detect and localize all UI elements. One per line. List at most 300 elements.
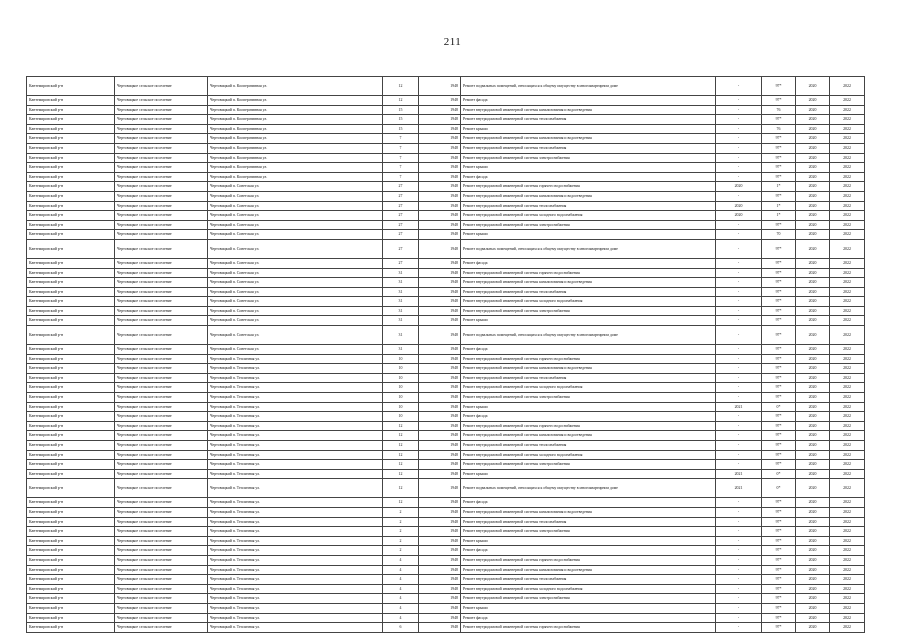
table-row — [27, 565, 865, 575]
district-cell: Кантемировский р-н — [27, 517, 115, 527]
plan-start-year-cell: 2020 — [796, 124, 830, 134]
settlement-cell: Чертовицкое сельское поселение — [115, 393, 208, 403]
district-cell: Кантемировский р-н — [27, 594, 115, 604]
work-type-cell: Ремонт внутридомовой инженерной системы канализования и водоотведения — [461, 191, 716, 201]
district-cell: Кантемировский р-н — [27, 268, 115, 278]
wear-percent-cell: 97* — [762, 316, 796, 326]
plan-end-year-cell: 2022 — [830, 297, 865, 307]
plan-start-year-cell: 2020 — [796, 345, 830, 355]
table-row — [27, 584, 865, 594]
last-repair-year-cell: - — [716, 124, 762, 134]
address-cell: Чертовицкий п. Тепличная ул. — [208, 507, 383, 517]
district-cell: Кантемировский р-н — [27, 383, 115, 393]
house-number-cell: 12 — [383, 479, 419, 498]
work-type-cell: Ремонт внутридомовой инженерной системы горячего водоснабжения — [461, 182, 716, 192]
wear-percent-cell: 0* — [762, 479, 796, 498]
settlement-cell: Чертовицкое сельское поселение — [115, 143, 208, 153]
plan-start-year-cell: 2020 — [796, 201, 830, 211]
work-type-cell: Ремонт внутридомовой инженерной системы горячего водоснабжения — [461, 354, 716, 364]
plan-start-year-cell: 2020 — [796, 105, 830, 115]
wear-percent-cell: 97* — [762, 297, 796, 307]
wear-percent-cell: 97* — [762, 143, 796, 153]
last-repair-year-cell: - — [716, 230, 762, 240]
year-built-cell: 1948 — [419, 498, 461, 508]
house-number-cell: 27 — [383, 201, 419, 211]
work-type-cell: Ремонт внутридомовой инженерной системы теплоснабжения — [461, 441, 716, 451]
wear-percent-cell: 97* — [762, 96, 796, 106]
year-built-cell: 1948 — [419, 441, 461, 451]
house-number-cell: 10 — [383, 364, 419, 374]
year-built-cell: 1948 — [419, 105, 461, 115]
wear-percent-cell: 0* — [762, 402, 796, 412]
year-built-cell: 1948 — [419, 268, 461, 278]
plan-end-year-cell: 2022 — [830, 536, 865, 546]
wear-percent-cell: 97* — [762, 431, 796, 441]
last-repair-year-cell: 2021 — [716, 402, 762, 412]
work-type-cell: Ремонт фасада — [461, 172, 716, 182]
table-row — [27, 364, 865, 374]
last-repair-year-cell: - — [716, 354, 762, 364]
table-row — [27, 316, 865, 326]
address-cell: Чертовицкий п. Тепличная ул. — [208, 565, 383, 575]
year-built-cell: 1948 — [419, 77, 461, 96]
year-built-cell: 1948 — [419, 623, 461, 633]
settlement-cell: Чертовицкое сельское поселение — [115, 287, 208, 297]
table-row — [27, 517, 865, 527]
plan-end-year-cell: 2022 — [830, 555, 865, 565]
last-repair-year-cell: - — [716, 306, 762, 316]
settlement-cell: Чертовицкое сельское поселение — [115, 412, 208, 422]
wear-percent-cell: 97* — [762, 172, 796, 182]
wear-percent-cell: 97* — [762, 287, 796, 297]
last-repair-year-cell: - — [716, 96, 762, 106]
plan-start-year-cell: 2020 — [796, 326, 830, 345]
house-number-cell: 27 — [383, 220, 419, 230]
table-row — [27, 258, 865, 268]
table-row — [27, 603, 865, 613]
plan-end-year-cell: 2022 — [830, 613, 865, 623]
district-cell: Кантемировский р-н — [27, 479, 115, 498]
wear-percent-cell: 97* — [762, 584, 796, 594]
table-row — [27, 393, 865, 403]
district-cell: Кантемировский р-н — [27, 565, 115, 575]
house-number-cell: 27 — [383, 230, 419, 240]
year-built-cell: 1948 — [419, 124, 461, 134]
work-type-cell: Ремонт внутридомовой инженерной системы холодного водоснабжения — [461, 450, 716, 460]
settlement-cell: Чертовицкое сельское поселение — [115, 316, 208, 326]
table-row — [27, 469, 865, 479]
district-cell: Кантемировский р-н — [27, 105, 115, 115]
district-cell: Кантемировский р-н — [27, 163, 115, 173]
table-row — [27, 201, 865, 211]
settlement-cell: Чертовицкое сельское поселение — [115, 220, 208, 230]
year-built-cell: 1948 — [419, 354, 461, 364]
wear-percent-cell: 97* — [762, 191, 796, 201]
settlement-cell: Чертовицкое сельское поселение — [115, 297, 208, 307]
address-cell: Чертовицкий п. Кооперативная ул. — [208, 143, 383, 153]
house-number-cell: 27 — [383, 239, 419, 258]
address-cell: Чертовицкий п. Советская ул. — [208, 316, 383, 326]
plan-start-year-cell: 2020 — [796, 460, 830, 470]
table-row — [27, 278, 865, 288]
plan-start-year-cell: 2020 — [796, 613, 830, 623]
plan-end-year-cell: 2022 — [830, 527, 865, 537]
plan-start-year-cell: 2020 — [796, 555, 830, 565]
address-cell: Чертовицкий п. Тепличная ул. — [208, 402, 383, 412]
address-cell: Чертовицкий п. Кооперативная ул. — [208, 134, 383, 144]
house-number-cell: 10 — [383, 354, 419, 364]
year-built-cell: 1948 — [419, 575, 461, 585]
wear-percent-cell: 97* — [762, 623, 796, 633]
work-type-cell: Ремонт подвальных помещений, относящихся к общему имуществу в многоквартирном доме — [461, 479, 716, 498]
last-repair-year-cell: - — [716, 536, 762, 546]
address-cell: Чертовицкий п. Тепличная ул. — [208, 421, 383, 431]
house-number-cell: 4 — [383, 594, 419, 604]
plan-end-year-cell: 2022 — [830, 134, 865, 144]
table-row — [27, 268, 865, 278]
district-cell: Кантемировский р-н — [27, 220, 115, 230]
table-row — [27, 287, 865, 297]
district-cell: Кантемировский р-н — [27, 230, 115, 240]
plan-end-year-cell: 2022 — [830, 211, 865, 221]
plan-start-year-cell: 2020 — [796, 479, 830, 498]
plan-start-year-cell: 2020 — [796, 517, 830, 527]
address-cell: Чертовицкий п. Советская ул. — [208, 278, 383, 288]
work-type-cell: Ремонт внутридомовой инженерной системы канализования и водоотведения — [461, 507, 716, 517]
plan-end-year-cell: 2022 — [830, 96, 865, 106]
settlement-cell: Чертовицкое сельское поселение — [115, 115, 208, 125]
address-cell: Чертовицкий п. Кооперативная ул. — [208, 77, 383, 96]
plan-start-year-cell: 2020 — [796, 316, 830, 326]
address-cell: Чертовицкий п. Тепличная ул. — [208, 469, 383, 479]
plan-start-year-cell: 2020 — [796, 575, 830, 585]
settlement-cell: Чертовицкое сельское поселение — [115, 623, 208, 633]
year-built-cell: 1948 — [419, 393, 461, 403]
last-repair-year-cell: - — [716, 460, 762, 470]
work-type-cell: Ремонт подвальных помещений, относящихся к общему имуществу в многоквартирном доме — [461, 326, 716, 345]
plan-end-year-cell: 2022 — [830, 143, 865, 153]
table-row — [27, 96, 865, 106]
table-row — [27, 594, 865, 604]
address-cell: Чертовицкий п. Кооперативная ул. — [208, 96, 383, 106]
address-cell: Чертовицкий п. Советская ул. — [208, 201, 383, 211]
year-built-cell: 1948 — [419, 134, 461, 144]
plan-start-year-cell: 2020 — [796, 191, 830, 201]
plan-end-year-cell: 2022 — [830, 623, 865, 633]
district-cell: Кантемировский р-н — [27, 211, 115, 221]
plan-end-year-cell: 2022 — [830, 594, 865, 604]
year-built-cell: 1948 — [419, 163, 461, 173]
year-built-cell: 1948 — [419, 115, 461, 125]
wear-percent-cell: 97* — [762, 364, 796, 374]
settlement-cell: Чертовицкое сельское поселение — [115, 373, 208, 383]
last-repair-year-cell: - — [716, 364, 762, 374]
work-type-cell: Ремонт внутридомовой инженерной системы холодного водоснабжения — [461, 211, 716, 221]
plan-end-year-cell: 2022 — [830, 421, 865, 431]
house-number-cell: 12 — [383, 450, 419, 460]
address-cell: Чертовицкий п. Тепличная ул. — [208, 383, 383, 393]
plan-start-year-cell: 2020 — [796, 507, 830, 517]
plan-end-year-cell: 2022 — [830, 431, 865, 441]
settlement-cell: Чертовицкое сельское поселение — [115, 211, 208, 221]
settlement-cell: Чертовицкое сельское поселение — [115, 383, 208, 393]
last-repair-year-cell: 2021 — [716, 469, 762, 479]
district-cell: Кантемировский р-н — [27, 431, 115, 441]
last-repair-year-cell: - — [716, 373, 762, 383]
work-type-cell: Ремонт фасада — [461, 96, 716, 106]
plan-start-year-cell: 2020 — [796, 258, 830, 268]
settlement-cell: Чертовицкое сельское поселение — [115, 460, 208, 470]
work-type-cell: Ремонт внутридомовой инженерной системы электроснабжения — [461, 460, 716, 470]
plan-end-year-cell: 2022 — [830, 105, 865, 115]
plan-start-year-cell: 2020 — [796, 450, 830, 460]
last-repair-year-cell: 2021 — [716, 479, 762, 498]
year-built-cell: 1948 — [419, 431, 461, 441]
address-cell: Чертовицкий п. Тепличная ул. — [208, 575, 383, 585]
year-built-cell: 1948 — [419, 383, 461, 393]
year-built-cell: 1948 — [419, 527, 461, 537]
wear-percent-cell: 1* — [762, 201, 796, 211]
district-cell: Кантемировский р-н — [27, 623, 115, 633]
year-built-cell: 1948 — [419, 278, 461, 288]
address-cell: Чертовицкий п. Советская ул. — [208, 345, 383, 355]
last-repair-year-cell: - — [716, 268, 762, 278]
work-type-cell: Ремонт внутридомовой инженерной системы теплоснабжения — [461, 115, 716, 125]
plan-start-year-cell: 2020 — [796, 584, 830, 594]
year-built-cell: 1948 — [419, 96, 461, 106]
wear-percent-cell: 97* — [762, 555, 796, 565]
settlement-cell: Чертовицкое сельское поселение — [115, 258, 208, 268]
district-cell: Кантемировский р-н — [27, 96, 115, 106]
work-type-cell: Ремонт внутридомовой инженерной системы горячего водоснабжения — [461, 623, 716, 633]
work-type-cell: Ремонт подвальных помещений, относящихся к общему имуществу в многоквартирном доме — [461, 239, 716, 258]
plan-start-year-cell: 2020 — [796, 239, 830, 258]
address-cell: Чертовицкий п. Тепличная ул. — [208, 603, 383, 613]
plan-end-year-cell: 2022 — [830, 316, 865, 326]
last-repair-year-cell: - — [716, 546, 762, 556]
house-number-cell: 27 — [383, 182, 419, 192]
year-built-cell: 1948 — [419, 412, 461, 422]
plan-end-year-cell: 2022 — [830, 479, 865, 498]
plan-start-year-cell: 2020 — [796, 441, 830, 451]
plan-end-year-cell: 2022 — [830, 239, 865, 258]
house-number-cell: 7 — [383, 153, 419, 163]
house-number-cell: 4 — [383, 555, 419, 565]
year-built-cell: 1948 — [419, 613, 461, 623]
table-row — [27, 402, 865, 412]
wear-percent-cell: 1* — [762, 211, 796, 221]
settlement-cell: Чертовицкое сельское поселение — [115, 163, 208, 173]
plan-start-year-cell: 2020 — [796, 354, 830, 364]
year-built-cell: 1948 — [419, 421, 461, 431]
work-type-cell: Ремонт внутридомовой инженерной системы канализования и водоотведения — [461, 431, 716, 441]
wear-percent-cell: 97* — [762, 115, 796, 125]
plan-end-year-cell: 2022 — [830, 258, 865, 268]
district-cell: Кантемировский р-н — [27, 278, 115, 288]
address-cell: Чертовицкий п. Кооперативная ул. — [208, 124, 383, 134]
house-number-cell: 12 — [383, 498, 419, 508]
address-cell: Чертовицкий п. Тепличная ул. — [208, 546, 383, 556]
address-cell: Чертовицкий п. Кооперативная ул. — [208, 115, 383, 125]
year-built-cell: 1948 — [419, 555, 461, 565]
plan-start-year-cell: 2020 — [796, 402, 830, 412]
house-number-cell: 31 — [383, 278, 419, 288]
work-type-cell: Ремонт внутридомовой инженерной системы холодного водоснабжения — [461, 383, 716, 393]
year-built-cell: 1948 — [419, 546, 461, 556]
wear-percent-cell: 97* — [762, 306, 796, 316]
address-cell: Чертовицкий п. Советская ул. — [208, 230, 383, 240]
last-repair-year-cell: - — [716, 623, 762, 633]
table-row — [27, 383, 865, 393]
plan-start-year-cell: 2020 — [796, 287, 830, 297]
table-row — [27, 623, 865, 633]
last-repair-year-cell: - — [716, 613, 762, 623]
district-cell: Кантемировский р-н — [27, 153, 115, 163]
last-repair-year-cell: - — [716, 143, 762, 153]
settlement-cell: Чертовицкое сельское поселение — [115, 613, 208, 623]
house-number-cell: 12 — [383, 96, 419, 106]
table-row — [27, 354, 865, 364]
last-repair-year-cell: - — [716, 105, 762, 115]
address-cell: Чертовицкий п. Тепличная ул. — [208, 594, 383, 604]
address-cell: Чертовицкий п. Кооперативная ул. — [208, 163, 383, 173]
settlement-cell: Чертовицкое сельское поселение — [115, 507, 208, 517]
year-built-cell: 1948 — [419, 230, 461, 240]
last-repair-year-cell: - — [716, 383, 762, 393]
plan-start-year-cell: 2020 — [796, 278, 830, 288]
year-built-cell: 1948 — [419, 143, 461, 153]
wear-percent-cell: 97* — [762, 354, 796, 364]
settlement-cell: Чертовицкое сельское поселение — [115, 584, 208, 594]
work-type-cell: Ремонт внутридомовой инженерной системы электроснабжения — [461, 306, 716, 316]
address-cell: Чертовицкий п. Советская ул. — [208, 239, 383, 258]
house-number-cell: 31 — [383, 268, 419, 278]
table-row — [27, 124, 865, 134]
plan-end-year-cell: 2022 — [830, 153, 865, 163]
plan-start-year-cell: 2020 — [796, 565, 830, 575]
district-cell: Кантемировский р-н — [27, 239, 115, 258]
table-row — [27, 546, 865, 556]
last-repair-year-cell: - — [716, 134, 762, 144]
house-number-cell: 7 — [383, 134, 419, 144]
table-row — [27, 421, 865, 431]
settlement-cell: Чертовицкое сельское поселение — [115, 498, 208, 508]
address-cell: Чертовицкий п. Тепличная ул. — [208, 517, 383, 527]
year-built-cell: 1948 — [419, 201, 461, 211]
plan-start-year-cell: 2020 — [796, 134, 830, 144]
work-type-cell: Ремонт внутридомовой инженерной системы холодного водоснабжения — [461, 584, 716, 594]
plan-end-year-cell: 2022 — [830, 230, 865, 240]
table-row — [27, 441, 865, 451]
last-repair-year-cell: - — [716, 163, 762, 173]
last-repair-year-cell: - — [716, 594, 762, 604]
last-repair-year-cell: - — [716, 77, 762, 96]
address-cell: Чертовицкий п. Тепличная ул. — [208, 412, 383, 422]
district-cell: Кантемировский р-н — [27, 441, 115, 451]
address-cell: Чертовицкий п. Тепличная ул. — [208, 613, 383, 623]
settlement-cell: Чертовицкое сельское поселение — [115, 354, 208, 364]
last-repair-year-cell: - — [716, 345, 762, 355]
plan-end-year-cell: 2022 — [830, 507, 865, 517]
wear-percent-cell: 97* — [762, 575, 796, 585]
house-number-cell: 2 — [383, 546, 419, 556]
plan-start-year-cell: 2020 — [796, 364, 830, 374]
table-row — [27, 613, 865, 623]
district-cell: Кантемировский р-н — [27, 297, 115, 307]
last-repair-year-cell: - — [716, 287, 762, 297]
wear-percent-cell: 97* — [762, 412, 796, 422]
year-built-cell: 1948 — [419, 316, 461, 326]
house-number-cell: 12 — [383, 431, 419, 441]
year-built-cell: 1948 — [419, 306, 461, 316]
plan-end-year-cell: 2022 — [830, 124, 865, 134]
plan-start-year-cell: 2020 — [796, 220, 830, 230]
table-row — [27, 460, 865, 470]
district-cell: Кантемировский р-н — [27, 498, 115, 508]
table-row — [27, 450, 865, 460]
district-cell: Кантемировский р-н — [27, 460, 115, 470]
wear-percent-cell: 97* — [762, 613, 796, 623]
house-number-cell: 4 — [383, 575, 419, 585]
plan-end-year-cell: 2022 — [830, 450, 865, 460]
house-number-cell: 15 — [383, 105, 419, 115]
work-type-cell: Ремонт внутридомовой инженерной системы электроснабжения — [461, 220, 716, 230]
table-row — [27, 105, 865, 115]
plan-end-year-cell: 2022 — [830, 172, 865, 182]
last-repair-year-cell: 2020 — [716, 182, 762, 192]
house-number-cell: 31 — [383, 297, 419, 307]
district-cell: Кантемировский р-н — [27, 603, 115, 613]
settlement-cell: Чертовицкое сельское поселение — [115, 536, 208, 546]
house-number-cell: 10 — [383, 393, 419, 403]
district-cell: Кантемировский р-н — [27, 584, 115, 594]
district-cell: Кантемировский р-н — [27, 134, 115, 144]
settlement-cell: Чертовицкое сельское поселение — [115, 546, 208, 556]
plan-end-year-cell: 2022 — [830, 182, 865, 192]
settlement-cell: Чертовицкое сельское поселение — [115, 124, 208, 134]
plan-start-year-cell: 2020 — [796, 498, 830, 508]
work-type-cell: Ремонт внутридомовой инженерной системы электроснабжения — [461, 527, 716, 537]
wear-percent-cell: 97* — [762, 507, 796, 517]
table-row — [27, 211, 865, 221]
work-type-cell: Ремонт внутридомовой инженерной системы канализования и водоотведения — [461, 565, 716, 575]
table-row — [27, 373, 865, 383]
year-built-cell: 1948 — [419, 191, 461, 201]
work-type-cell: Ремонт крыши — [461, 536, 716, 546]
last-repair-year-cell: - — [716, 507, 762, 517]
table-row — [27, 555, 865, 565]
year-built-cell: 1948 — [419, 287, 461, 297]
table-row — [27, 527, 865, 537]
settlement-cell: Чертовицкое сельское поселение — [115, 555, 208, 565]
address-cell: Чертовицкий п. Тепличная ул. — [208, 354, 383, 364]
settlement-cell: Чертовицкое сельское поселение — [115, 345, 208, 355]
year-built-cell: 1948 — [419, 479, 461, 498]
year-built-cell: 1948 — [419, 565, 461, 575]
house-number-cell: 27 — [383, 211, 419, 221]
district-cell: Кантемировский р-н — [27, 393, 115, 403]
table-row — [27, 182, 865, 192]
settlement-cell: Чертовицкое сельское поселение — [115, 77, 208, 96]
settlement-cell: Чертовицкое сельское поселение — [115, 431, 208, 441]
table-row — [27, 326, 865, 345]
plan-start-year-cell: 2020 — [796, 527, 830, 537]
district-cell: Кантемировский р-н — [27, 77, 115, 96]
plan-start-year-cell: 2020 — [796, 431, 830, 441]
wear-percent-cell: 97* — [762, 345, 796, 355]
address-cell: Чертовицкий п. Советская ул. — [208, 182, 383, 192]
plan-start-year-cell: 2020 — [796, 623, 830, 633]
